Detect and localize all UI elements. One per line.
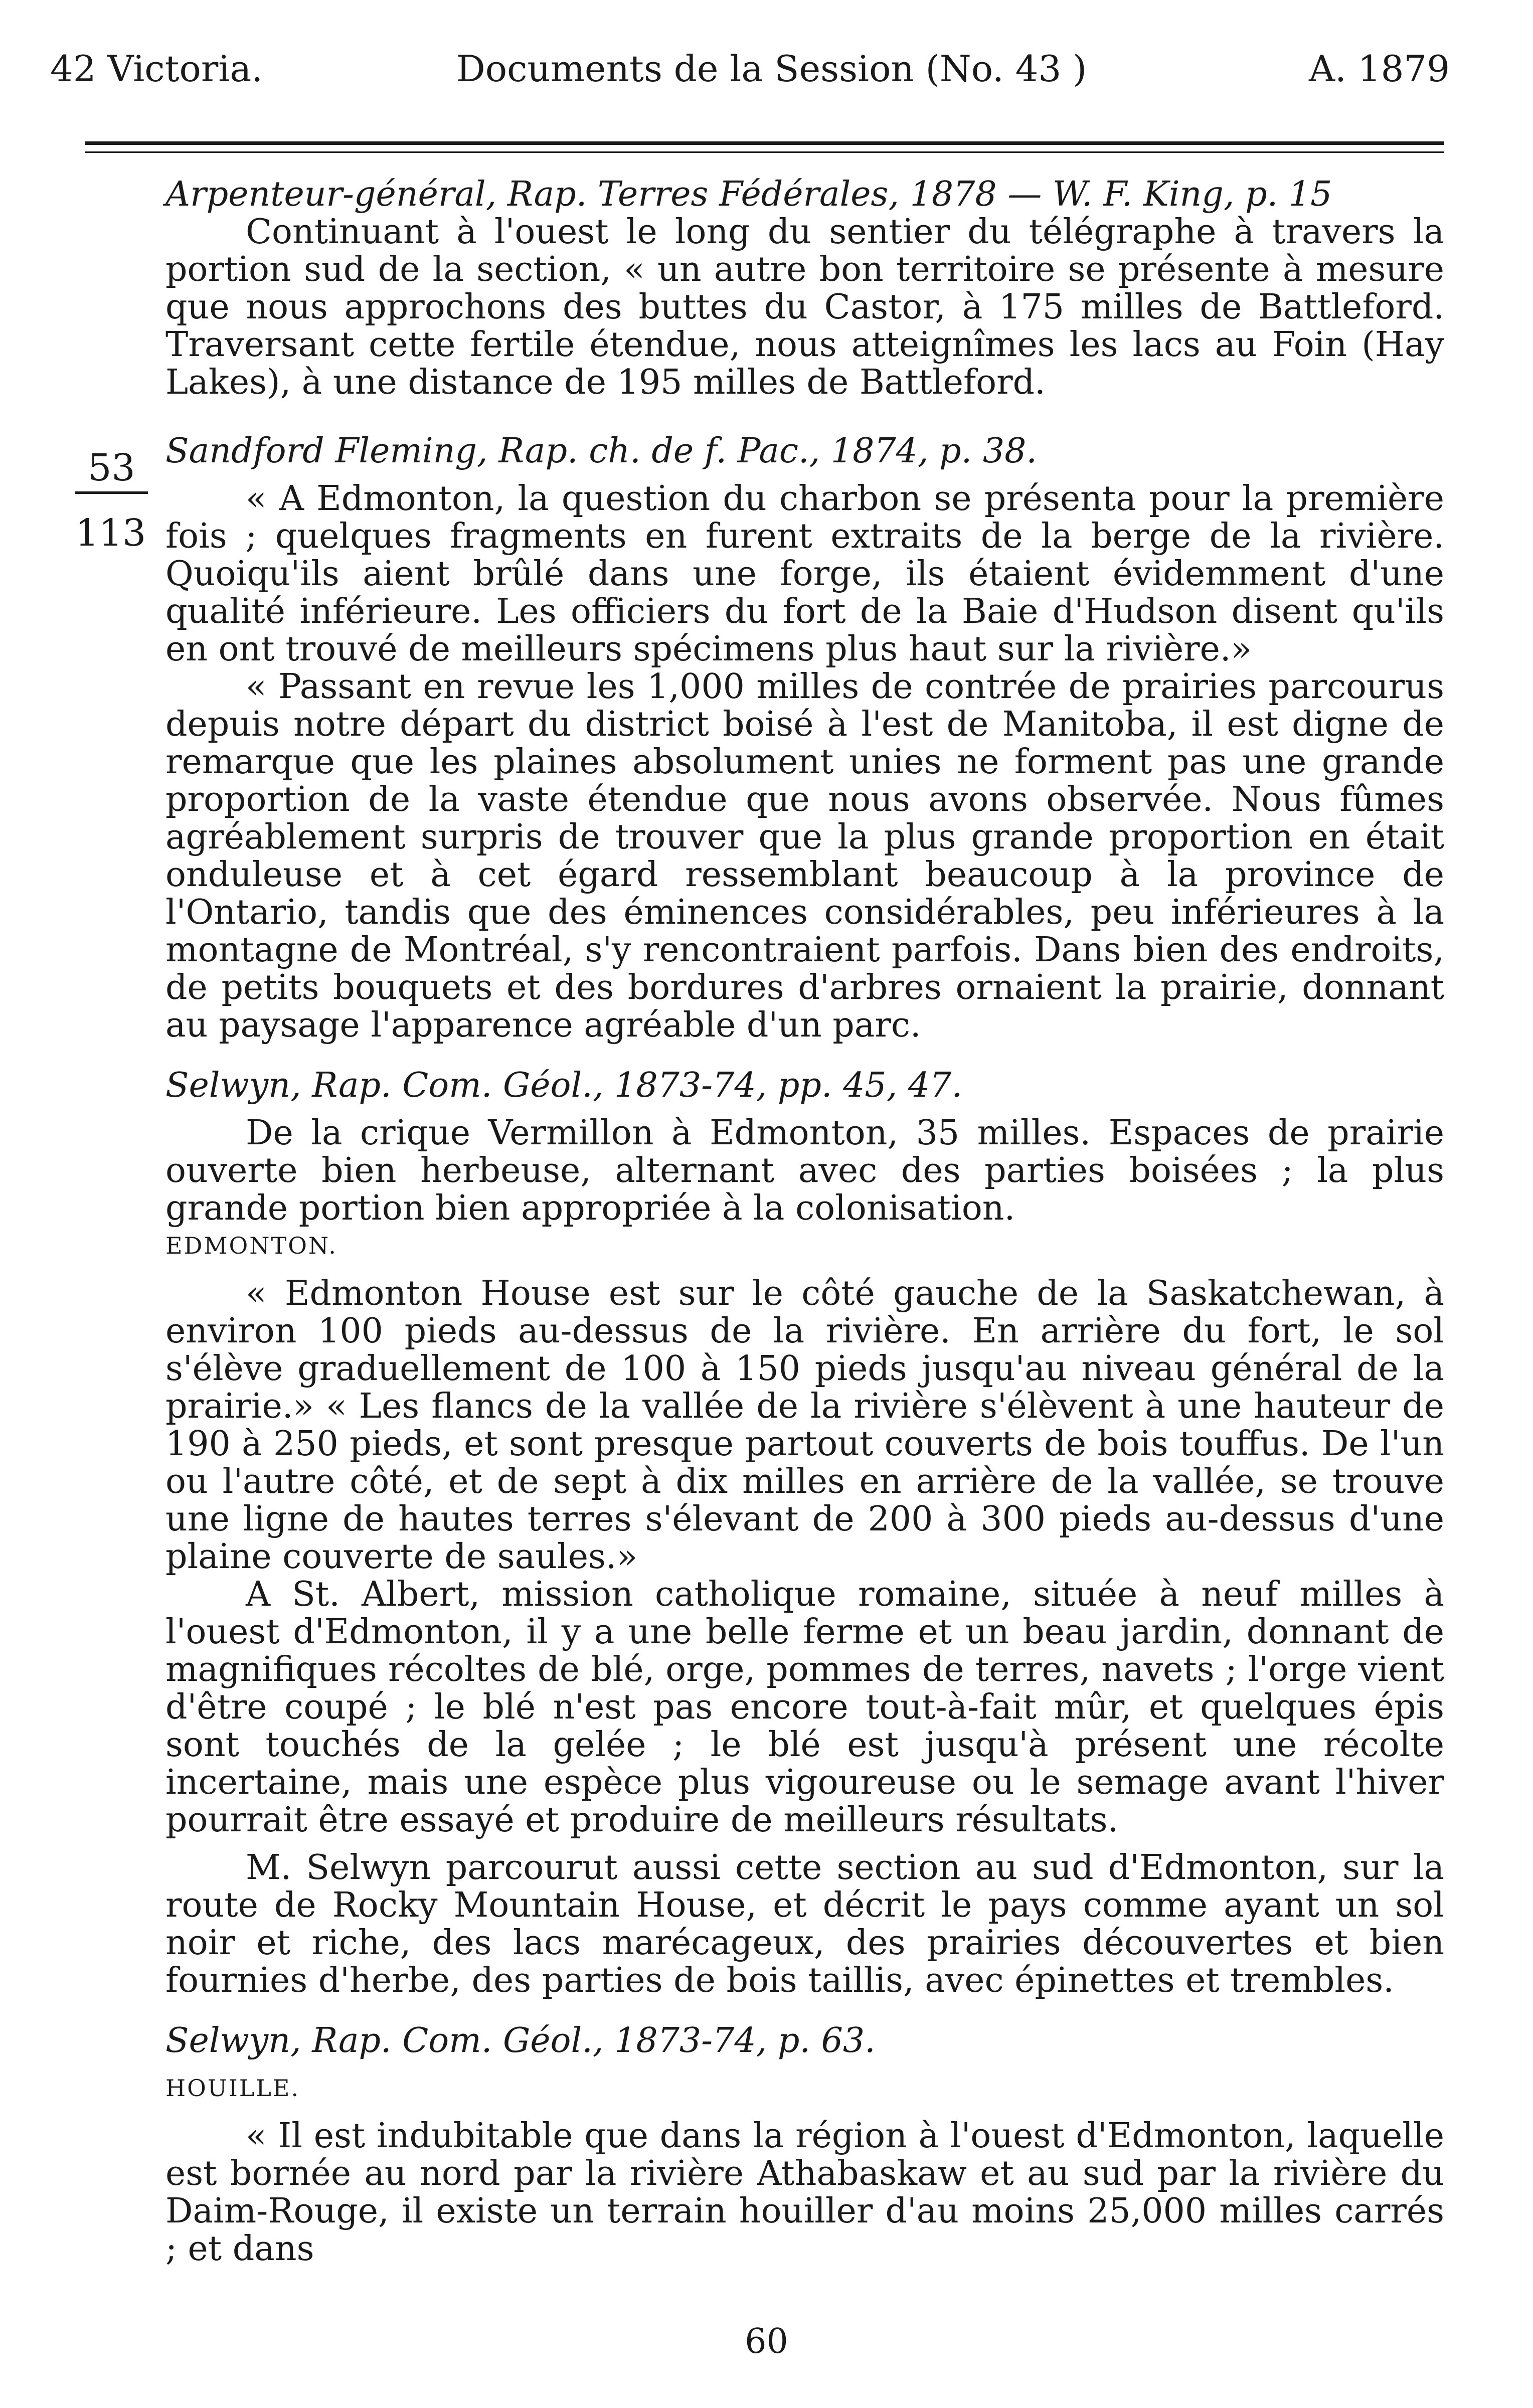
citation: Selwyn, Rap. Com. Géol., 1873-74, p. 63. xyxy=(165,2021,876,2060)
margin-note-bottom: 113 xyxy=(75,511,146,555)
section-heading: HOUILLE. xyxy=(165,2075,300,2102)
page-number: 60 xyxy=(745,2322,788,2361)
paragraph: A St. Albert, mission catholique romaine, située à neuf milles à l'ouest d'Edmonton, il y a une belle ferme et un beau jardin, donnant de magnifiques récoltes de blé, orge, pommes de terres, navets ; l'orge vient d'être coupé ; le blé n'est pas encore tout-à-fait mûr, et quelques épis sont touchés de la gelée ; le blé est jusqu'à présent une récolte incertaine, mais une espèce plus vigoureuse ou le semage avant l'hiver pourrait être essayé et produire de meilleurs résultats. xyxy=(165,1575,1444,1840)
paragraph: De la crique Vermillon à Edmonton, 35 milles. Espaces de prairie ouverte bien herbeuse, alternant avec des parties boisées ; la plus grande portion bien appropriée à la colonisation. xyxy=(165,1113,1444,1228)
header-rule-thin xyxy=(85,151,1444,153)
section-heading: EDMONTON. xyxy=(165,1232,337,1259)
paragraph: « Il est indubitable que dans la région à l'ouest d'Edmonton, laquelle est bornée au nord par la rivière Athabaskaw et au sud par la rivière du Daim-Rouge, il existe un terrain houiller d'au moins 25,000 milles carrés ; et dans xyxy=(165,2116,1444,2269)
paragraph: M. Selwyn parcourut aussi cette section au sud d'Edmonton, sur la route de Rocky Mountain House, et décrit le pays comme ayant un sol noir et riche, des lacs marécageux, des prairies découvertes et bien fournies d'herbe, des parties de bois taillis, avec épinettes et trembles. xyxy=(165,1848,1444,2000)
paragraph: Continuant à l'ouest le long du sentier du télégraphe à travers la portion sud de la section, « un autre bon territoire se présente à mesure que nous approchons des buttes du Castor, à 175 milles de Battleford. Traversant cette fertile étendue, nous atteignîmes les lacs au Foin (Hay Lakes), à une distance de 195 milles de Battleford. xyxy=(165,212,1444,402)
citation: Selwyn, Rap. Com. Géol., 1873-74, pp. 45, 47. xyxy=(165,1066,963,1105)
page-body xyxy=(165,176,1444,2268)
paragraph: « Edmonton House est sur le côté gauche de la Saskatchewan, à environ 100 pieds au-dessus de la rivière. En arrière du fort, le sol s'élève graduellement de 100 à 150 pieds jusqu'au niveau général de la prairie.» « Les flancs de la vallée de la rivière s'élèvent à une hauteur de 190 à 250 pieds, et sont presque partout couverts de bois touffus. De l'un ou l'autre côté, et de sept à dix milles en arrière de la vallée, se trouve une ligne de hautes terres s'élevant de 200 à 300 pieds au-dessus d'une plaine couverte de saules.» xyxy=(165,1274,1444,1577)
paragraph: « Passant en revue les 1,000 milles de contrée de prairies parcourus depuis notre départ du district boisé à l'est de Manitoba, il est digne de remarque que les plaines absolument unies ne forment pas une grande proportion de la vaste étendue que nous avons observée. Nous fûmes agréablement surpris de trouver que la plus grande proportion en était onduleuse et à cet égard ressemblant beaucoup à la province de l'Ontario, tandis que des éminences considérables, peu inférieures à la montagne de Montréal, s'y rencontraient parfois. Dans bien des endroits, de petits bouquets et des bordures d'arbres ornaient la prairie, donnant au paysage l'apparence agréable d'un parc. xyxy=(165,667,1444,1045)
header-left: 42 Victoria. xyxy=(50,48,263,90)
citation: Arpenteur-général, Rap. Terres Fédérales, 1878 — W. F. King, p. 15 xyxy=(165,175,1332,214)
paragraph: « A Edmonton, la question du charbon se présenta pour la première fois ; quelques fragments en furent extraits de la berge de la rivière. Quoiqu'ils aient brûlé dans une forge, ils étaient évidemment d'une qualité inférieure. Les officiers du fort de la Baie d'Hudson disent qu'ils en ont trouvé de meilleurs spécimens plus haut sur la rivière.» xyxy=(165,479,1444,669)
header-right: A. 1879 xyxy=(1309,48,1450,90)
margin-note-top: 53 xyxy=(75,446,148,494)
running-header xyxy=(0,48,1533,108)
header-center: Documents de la Session (No. 43 ) xyxy=(456,48,1087,90)
citation: Sandford Fleming, Rap. ch. de f. Pac., 1874, p. 38. xyxy=(165,431,1038,471)
header-rule-thick xyxy=(85,141,1444,145)
